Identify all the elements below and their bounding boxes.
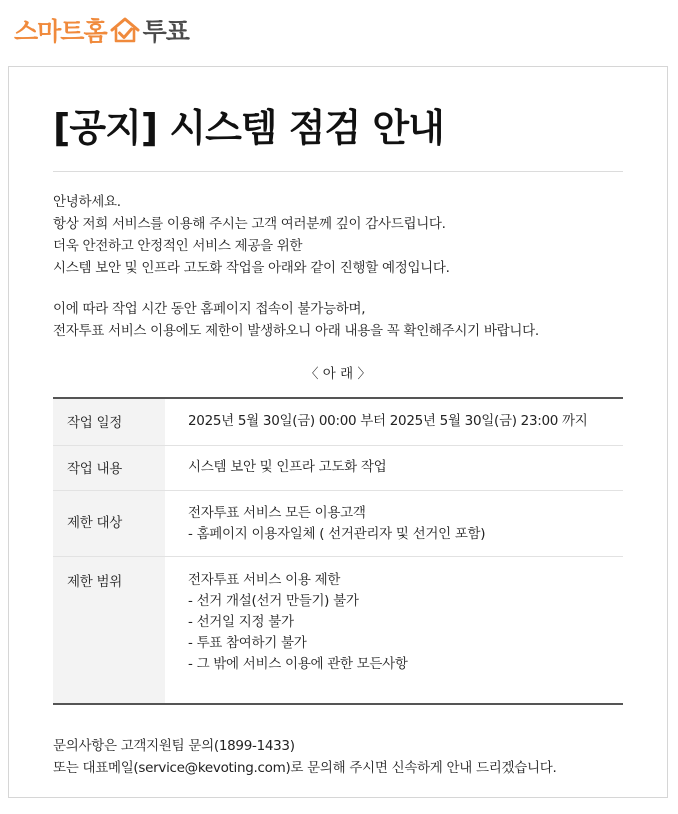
row-label: 작업 일정 (53, 399, 165, 445)
contact-line: 또는 대표메일(service@kevoting.com)로 문의해 주시면 신속하게 안내 드리겠습니다. (53, 760, 557, 776)
row-content (165, 491, 623, 556)
table-row (53, 557, 623, 703)
row-line: 전자투표 서비스 모든 이용고객 (188, 505, 366, 521)
row-line: 2025년 5월 30일(금) 00:00 부터 2025년 5월 30일(금) 23:00 까지 (188, 413, 588, 429)
logo-product-text: 투표 (142, 17, 189, 46)
intro-line: 더욱 안전하고 안정적인 서비스 제공을 위한 (53, 238, 303, 254)
intro-paragraph (53, 191, 623, 279)
details-label: 〈 아 래 〉 (305, 366, 371, 382)
row-line: - 선거일 지정 불가 (188, 614, 294, 630)
impact-paragraph (53, 298, 623, 342)
site-logo[interactable] (14, 12, 189, 48)
contact-info (53, 735, 633, 779)
notice-card (8, 66, 668, 798)
row-content (165, 446, 623, 490)
logo-brand-text: 스마트홈 (14, 17, 107, 46)
row-line: - 선거 개설(선거 만들기) 불가 (188, 593, 359, 609)
row-line: 시스템 보안 및 인프라 고도화 작업 (188, 459, 387, 475)
row-label: 제한 범위 (53, 557, 165, 703)
row-line: 전자투표 서비스 이용 제한 (188, 572, 341, 588)
impact-line: 이에 따라 작업 시간 동안 홈페이지 접속이 불가능하며, (53, 301, 366, 317)
row-content (165, 399, 623, 445)
contact-line: 문의사항은 고객지원팀 문의(1899-1433) (53, 738, 295, 754)
row-label: 작업 내용 (53, 446, 165, 490)
table-row (53, 399, 623, 446)
intro-line: 안녕하세요. (53, 194, 121, 210)
table-row (53, 491, 623, 557)
row-line: - 투표 참여하기 불가 (188, 635, 307, 651)
title-divider (53, 171, 623, 172)
house-check-icon (109, 15, 141, 45)
impact-line: 전자투표 서비스 이용에도 제한이 발생하오니 아래 내용을 꼭 확인해주시기 바랍니다. (53, 323, 539, 339)
row-line: - 홈페이지 이용자일체 ( 선거관리자 및 선거인 포함) (188, 526, 486, 542)
row-line: - 그 밖에 서비스 이용에 관한 모든사항 (188, 656, 408, 672)
details-table (53, 397, 623, 705)
row-label: 제한 대상 (53, 491, 165, 556)
notice-title: [공지] 시스템 점검 안내 (53, 106, 444, 150)
table-row (53, 446, 623, 491)
row-content (165, 557, 623, 703)
intro-line: 항상 저희 서비스를 이용해 주시는 고객 여러분께 깊이 감사드립니다. (53, 216, 446, 232)
intro-line: 시스템 보안 및 인프라 고도화 작업을 아래와 같이 진행할 예정입니다. (53, 260, 450, 276)
